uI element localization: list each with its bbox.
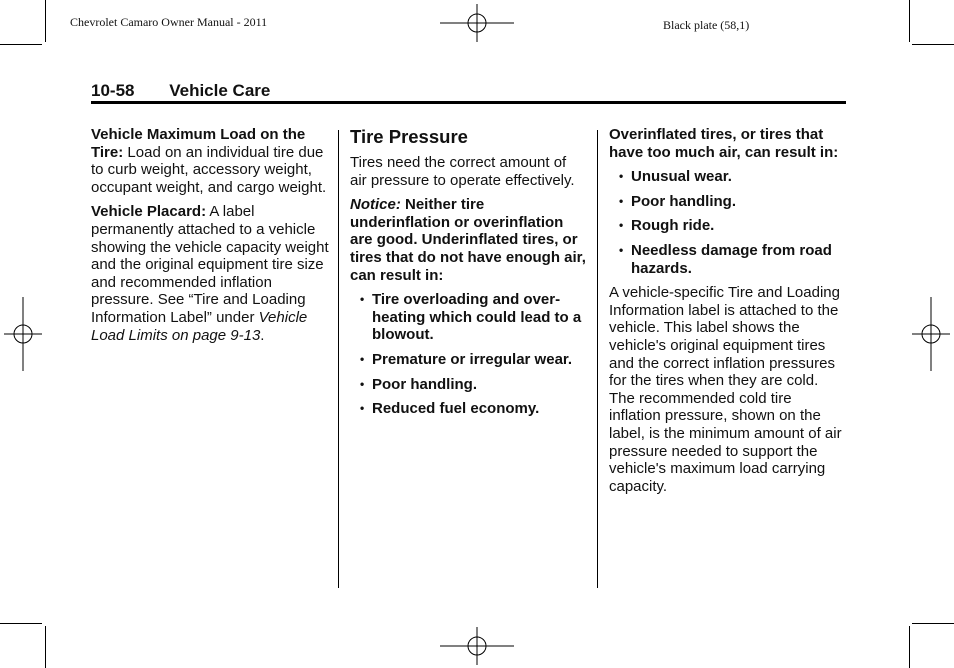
column-divider-2	[597, 130, 598, 588]
crop-mark-top-right-h	[912, 44, 954, 45]
column-1	[91, 126, 329, 351]
overinflation-lead: Overinflated tires, or tires that have too much air, can result in:	[609, 126, 839, 161]
notice-paragraph: Notice: Neither tire underinflation or overinflation are good. Underinflated tires, or tires that do not have enough air, can result in:	[350, 196, 586, 284]
list-item: • Premature or irregular wear.	[350, 351, 586, 369]
list-item: • Unusual wear.	[609, 168, 846, 186]
manual-title: Chevrolet Camaro Owner Manual - 2011	[70, 15, 268, 29]
section-heading: Tire Pressure	[350, 126, 468, 147]
list-item: • Poor handling.	[350, 376, 586, 394]
overinflation-list	[609, 168, 846, 277]
definition-vehicle-placard: Vehicle Placard: A label permanently attached to a vehicle showing the vehicle capacity weight and the original equipment tire size and recommended inflation pressure. See “Tire and Loading Information Label” under Vehicle Load Limits on page 9-13.	[91, 203, 329, 344]
column-2	[350, 126, 586, 425]
crop-mark-bottom-left-v	[45, 626, 46, 668]
definition-max-load: Vehicle Maximum Load on the Tire: Load on an individual tire due to curb weight, accessory weight, occupant weight, and cargo weight.	[91, 126, 327, 196]
plate-label: Black plate (58,1)	[663, 18, 750, 32]
crop-mark-bottom-left-h	[0, 623, 42, 624]
header-rule	[91, 101, 846, 104]
list-item: • Poor handling.	[609, 193, 846, 211]
crop-mark-bottom-right-h	[912, 623, 954, 624]
section-title: Vehicle Care	[169, 81, 271, 100]
column-divider-1	[338, 130, 339, 588]
underinflation-list	[350, 291, 586, 418]
list-item: • Tire overloading and over-heating which could lead to a blowout.	[350, 291, 586, 344]
intro-paragraph: Tires need the correct amount of air pressure to operate effectively.	[350, 154, 575, 189]
notice-label: Notice:	[350, 196, 401, 214]
registration-mark-bottom-icon	[440, 627, 514, 665]
crop-mark-top-right-v	[909, 0, 910, 42]
definition-text: A label permanently attached to a vehicle showing the vehicle capacity weight and the original equipment tire size and recommended inflation pressure. See “Tire and Loading Information Label” under	[91, 203, 329, 326]
page-number: 10-58	[91, 81, 135, 100]
definition-text: Load on an individual tire due to curb weight, accessory weight, occupant weight, and cargo weight.	[91, 143, 327, 196]
registration-mark-top-icon	[440, 4, 514, 42]
term-vehicle-placard: Vehicle Placard	[91, 203, 202, 221]
crop-mark-bottom-right-v	[909, 626, 910, 668]
label-paragraph: A vehicle-specific Tire and Loading Information label is attached to the vehicle. This label shows the vehicle's original equipment tires and the correct inflation pressures for the tires when they are cold. The recommended cold tire inflation pressure, shown on the label, is the minimum amount of air pressure needed to support the vehicle's maximum load carrying capacity.	[609, 284, 842, 495]
registration-mark-right-icon	[912, 297, 950, 371]
registration-mark-left-icon	[4, 297, 42, 371]
running-head	[91, 81, 846, 101]
list-item: • Rough ride.	[609, 217, 846, 235]
list-item: • Reduced fuel economy.	[350, 400, 586, 418]
crop-mark-top-left-h	[0, 44, 42, 45]
crop-mark-top-left-v	[45, 0, 46, 42]
column-3	[609, 126, 846, 502]
term-max-load: Vehicle Maximum Load on the Tire	[91, 126, 306, 161]
cross-reference-link[interactable]: Vehicle Load Limits on page 9-13	[91, 308, 308, 344]
list-item: • Needless damage from road hazards.	[609, 242, 846, 277]
